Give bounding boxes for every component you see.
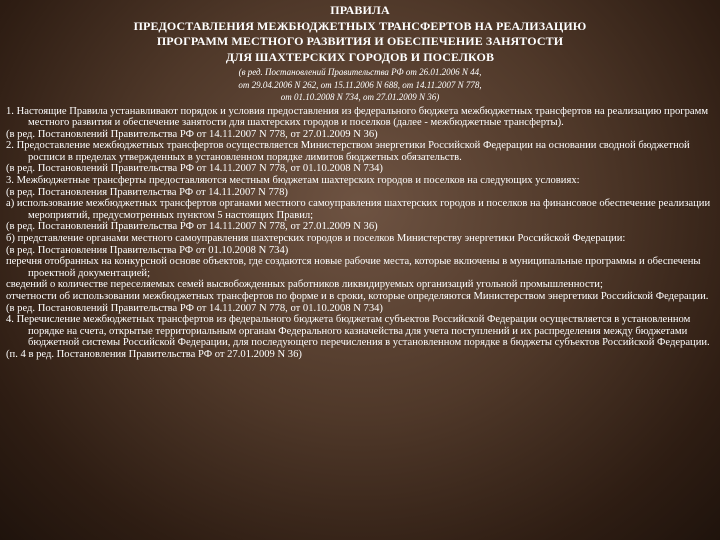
body-paragraph: сведений о количестве переселяемых семей высвобожденных работников ликвидируемых организаций угольной промышленности;: [6, 279, 603, 291]
amendment-paragraph: (в ред. Постановлений Правительства РФ от 14.11.2007 N 778, от 27.01.2009 N 36): [6, 221, 378, 233]
body-paragraph: 2. Предоставление межбюджетных трансфертов осуществляется Министерством энергетики Российской Федерации на основании сводной бюджетной росписи в пределах утвержденных в установленном порядке лимитов бюджетных обязательств.: [6, 140, 690, 163]
document-body: [0, 104, 720, 361]
amendment-line: от 29.04.2006 N 262, от 15.11.2006 N 688, от 14.11.2007 N 778,: [238, 79, 482, 90]
amendment-note: [0, 66, 720, 104]
amendment-line: (в ред. Постановлений Правительства РФ от 26.01.2006 N 44,: [238, 67, 482, 77]
amendment-paragraph: (п. 4 в ред. Постановления Правительства РФ от 27.01.2009 N 36): [6, 348, 302, 360]
amendment-paragraph: (в ред. Постановления Правительства РФ от 01.10.2008 N 734): [6, 244, 289, 256]
body-paragraph: 1. Настоящие Правила устанавливают порядок и условия предоставления из федерального бюджета межбюджетных трансфертов на реализацию программ местного развития и обеспечение занятости для шахтерских городов и поселков (далее - межбюджетные трансферты).: [6, 105, 709, 129]
body-paragraph: 4. Перечисление межбюджетных трансфертов из федерального бюджета бюджетам субъектов Российской Федерации осуществляется в установленном порядке на счета, открытые территориальным органам Федерального казначейства для учета поступлений и их распределения между бюджетами бюджетной системы Российской Федерации, для последующего перечисления в установленном порядке в бюджеты субъектов Российской Федерации.: [6, 314, 710, 349]
amendment-paragraph: (в ред. Постановлений Правительства РФ от 14.11.2007 N 778, от 01.10.2008 N 734): [6, 302, 383, 314]
body-paragraph: 3. Межбюджетные трансферты предоставляются местным бюджетам шахтерских городов и поселков на следующих условиях:: [6, 175, 580, 187]
document-title-line: ПРЕДОСТАВЛЕНИЯ МЕЖБЮДЖЕТНЫХ ТРАНСФЕРТОВ НА РЕАЛИЗАЦИЮ: [133, 18, 587, 33]
body-paragraph: а) использование межбюджетных трансфертов органами местного самоуправления шахтерских городов и поселков на финансовое обеспечение реализации мероприятий, предусмотренных пунктом 5 настоящих Правил;: [6, 198, 711, 221]
document-header: [0, 0, 720, 104]
amendment-paragraph: (в ред. Постановления Правительства РФ от 14.11.2007 N 778): [6, 186, 288, 198]
document-title-line: ПРОГРАММ МЕСТНОГО РАЗВИТИЯ И ОБЕСПЕЧЕНИЕ ЗАНЯТОСТИ: [156, 34, 564, 48]
document-title-line: ПРАВИЛА: [330, 3, 390, 17]
amendment-paragraph: (в ред. Постановлений Правительства РФ от 14.11.2007 N 778, от 01.10.2008 N 734): [6, 163, 383, 175]
amendment-line: от 01.10.2008 N 734, от 27.01.2009 N 36): [280, 92, 440, 102]
body-paragraph: перечня отобранных на конкурсной основе объектов, где создаются новые рабочие места, которые включены в муниципальные программы и обеспечены проектной документацией;: [6, 256, 701, 279]
body-paragraph: отчетности об использовании межбюджетных трансфертов по форме и в сроки, которые определяются Министерством энергетики Российской Федерации.: [6, 291, 709, 302]
document-title-line: ДЛЯ ШАХТЕРСКИХ ГОРОДОВ И ПОСЕЛКОВ: [225, 49, 495, 64]
amendment-paragraph: (в ред. Постановлений Правительства РФ от 14.11.2007 N 778, от 27.01.2009 N 36): [6, 128, 378, 140]
body-paragraph: б) представление органами местного самоуправления шахтерских городов и поселков Министерству энергетики Российской Федерации:: [6, 233, 626, 245]
